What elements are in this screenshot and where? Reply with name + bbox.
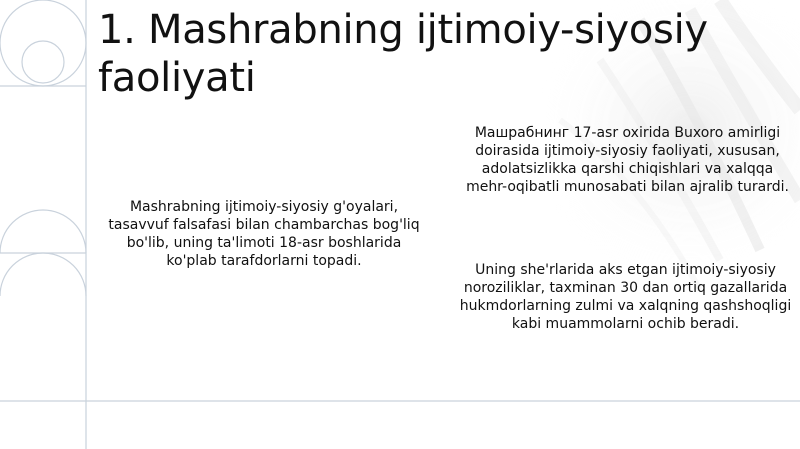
right-top-paragraph: Машрабнинг 17-asr oxirida Buxoro amirligi doirasida ijtimoiy-siyosiy faoliyati, xususan, adolatsizlikka qarshi chiqishlari va xalqqa mehr-oqibatli munosabati bilan ajralib turardi. <box>466 125 789 195</box>
left-paragraph: Mashrabning ijtimoiy-siyosiy g'oyalari, tasavvuf falsafasi bilan chambarchas bog'liq bo'lib, uning ta'limoti 18-asr boshlarida ko'plab tarafdorlarni topadi. <box>108 199 420 269</box>
right-bottom-paragraph: Uning she'rlarida aks etgan ijtimoiy-siyosiy noroziliklar, taxminan 30 dan ortiq gazallarida hukmdorlarning zulmi va xalqning qashshoqligi kabi muammolarni ochib beradi. <box>459 262 792 332</box>
slide-title: 1. Mashrabning ijtimoiy-siyosiy faoliyati <box>98 7 708 101</box>
